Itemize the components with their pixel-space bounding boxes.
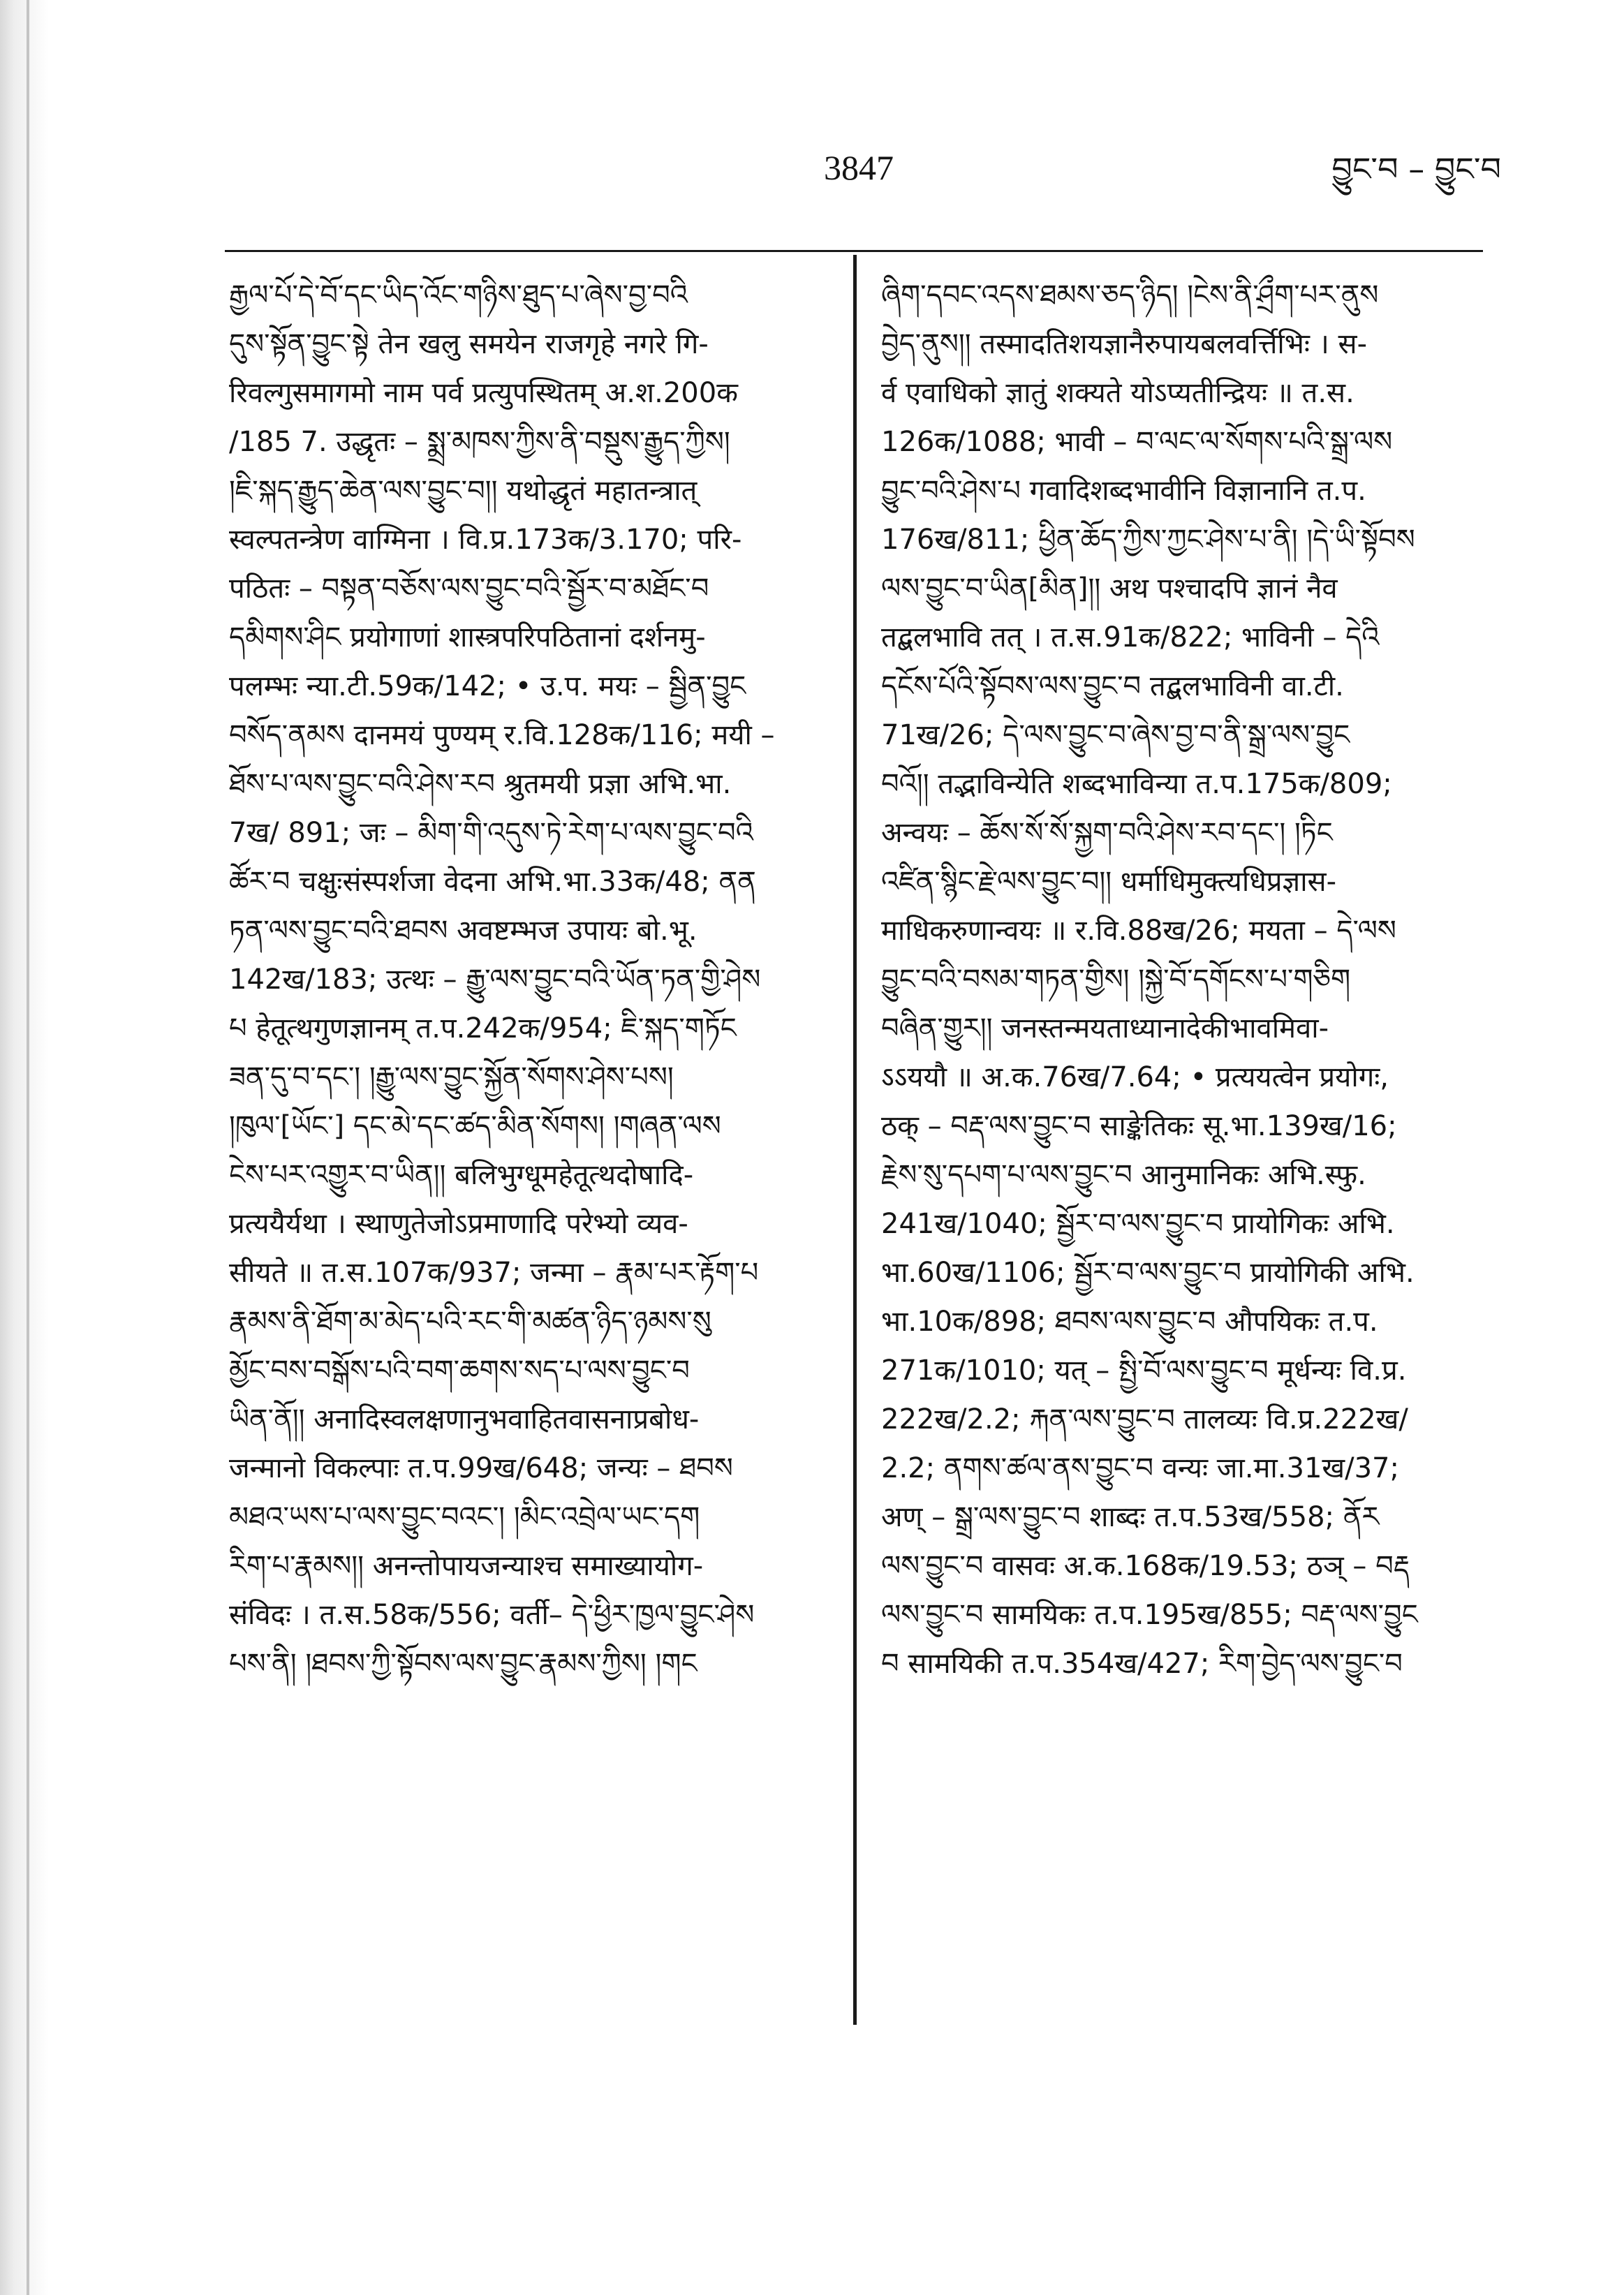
text-line: 2.2; ནགས་ཚལ་ནས་བྱུང་བ वन्यः जा.मा.31ख/37; <box>881 1452 1399 1484</box>
running-head: བྱུང་བ – བྱུང་བ <box>1331 150 1501 188</box>
text-line: 271क/1010; यत् – སྤྱི་བོ་ལས་བྱུང་བ मूर्धन्यः वि.प्र. <box>881 1355 1407 1387</box>
text-line: དངོས་པོའི་སྟོབས་ལས་བྱུང་བ तद्बलभाविनी वा.टी. <box>881 670 1344 702</box>
text-line: पठितः – བསྟན་བཅོས་ལས་བྱུང་བའི་སྦྱོར་བ་མཐོང་བ <box>229 573 709 605</box>
left-column <box>229 271 843 1688</box>
text-line: རྣམས་ནི་ཐོག་མ་མེད་པའི་རང་གི་མཚན་ཉིད་ཉམས་སུ <box>229 1306 711 1338</box>
text-line: མཐའ་ཡས་པ་ལས་བྱུང་བའང་། །མིང་འབྲེལ་ཡང་དག <box>229 1501 700 1533</box>
text-line: དུས་སྟོན་བྱུང་སྟེ तेन खलु समयेन राजगृहे नगरे गि- <box>229 328 709 360</box>
text-line: भा.60ख/1106; སྦྱོར་བ་ལས་བྱུང་བ प्रायोगिकी अभि. <box>881 1257 1415 1289</box>
text-line: འཛིན་སྙིང་རྗེ་ལས་བྱུང་བ།། धर्माधिमुक्त्यधिप्रज्ञास- <box>881 866 1337 898</box>
text-line: བྱུང་བའི་ཤེས་པ गवादिशब्दभावीनि विज्ञानानि त.प. <box>881 475 1366 507</box>
text-line: 126क/1088; भावी – བ་ལང་ལ་སོགས་པའི་སྒྲ་ལས <box>881 426 1393 458</box>
header-rule <box>225 250 1483 252</box>
text-line: བྱུང་བའི་བསམ་གཏན་གྱིས། །སྐྱེ་བོ་དགོངས་པ་གཅིག <box>881 964 1351 996</box>
text-line: संविदः । त.स.58क/556; वर्ती– དེ་ཕྱིར་ཁྱལ་བྱུང་ཤེས <box>229 1599 755 1631</box>
text-line: स्वल्पतन्त्रेण वाग्मिना । वि.प्र.173क/3.170; परि- <box>229 524 742 556</box>
text-line: བ सामयिकी त.प.354ख/427; རིག་བྱེད་ལས་བྱུང་བ <box>881 1648 1403 1680</box>
text-line: 222ख/2.2; རྐན་ལས་བྱུང་བ तालव्यः वि.प्र.222ख/ <box>881 1403 1408 1436</box>
column-divider <box>853 255 857 2025</box>
text-line: 142ख/183; उत्थः – རྒྱུ་ལས་བྱུང་བའི་ཡོན་ཏན་གྱི་ཤེས <box>229 964 761 996</box>
text-line: र्व एवाधिको ज्ञातुं शक्यते योऽप्यतीन्द्रियः ॥ त.स. <box>881 377 1354 409</box>
page-binding-shadow <box>27 0 29 2295</box>
text-line: རིག་པ་རྣམས།། अनन्तोपायजन्याश्च समाख्यायोग- <box>229 1550 704 1582</box>
text-line: པས་ནི། །ཐབས་ཀྱི་སྟོབས་ལས་བྱུང་རྣམས་ཀྱིས། །གང <box>229 1648 697 1680</box>
text-line: 71ख/26; དེ་ལས་བྱུང་བ་ཞེས་བྱ་བ་ནི་སྒྲ་ལས་བྱུང <box>881 719 1350 751</box>
text-line: ལས་བྱུང་བ वासवः अ.क.168क/19.53; ठञ् – བརྡ <box>881 1550 1410 1582</box>
text-line: ཐོས་པ་ལས་བྱུང་བའི་ཤེས་རབ श्रुतमयी प्रज्ञा अभि.भा. <box>229 768 732 800</box>
right-column <box>881 271 1496 1688</box>
text-line: ལས་བྱུང་བ सामयिकः त.प.195ख/855; བརྡ་ལས་བྱུང <box>881 1599 1418 1631</box>
text-line: །ཇི་སྐད་རྒྱུད་ཆེན་ལས་བྱུང་བ།། यथोद्धृतं महातन्त्रात् <box>229 475 697 507</box>
text-line: །ཁུལ་[ཡོང་] དང་མེ་དང་ཚད་མིན་སོགས། །གཞན་ལས <box>229 1110 721 1142</box>
text-line: ཚོར་བ चक्षुःसंस्पर्शजा वेदना अभि.भा.33क/48; ནན <box>229 866 756 898</box>
text-line: माधिकरुणान्वयः ॥ र.वि.88ख/26; मयता – དེ་ལས <box>881 915 1396 947</box>
text-line: ཡིན་ནོ།། अनादिस्वलक्षणानुभवाहितवासनाप्रबोध- <box>229 1403 700 1436</box>
text-line: सीयते ॥ त.स.107क/937; जन्मा – རྣམ་པར་རྟོག་པ <box>229 1257 759 1289</box>
text-line: བཞིན་གྱུར།། जनस्तन्मयताध्यानादेकीभावमिवा- <box>881 1012 1329 1045</box>
text-line: ཞིག་དབང་འདས་ཐམས་ཅད་ཉིད། །ངེས་ནི་ཤྲྀག་པར་ནུས <box>881 279 1379 311</box>
text-line: མྱོང་བས་བསྒོས་པའི་བག་ཆགས་སད་པ་ལས་བྱུང་བ <box>229 1355 690 1387</box>
text-line: ངེས་པར་འགྱུར་བ་ཡིན།། बलिभुग्धूमहेतूत्थदोषादि- <box>229 1159 694 1191</box>
text-line: ཏན་ལས་བྱུང་བའི་ཐབས अवष्टम्भज उपायः बो.भू. <box>229 915 697 947</box>
text-line: तद्बलभावि तत् । त.स.91क/822; भाविनी – དེའི <box>881 621 1380 654</box>
text-line: जन्मानो विकल्पाः त.प.99ख/648; जन्यः – ཐབས <box>229 1452 733 1484</box>
text-line: བའོ།། तद्भाविन्येति शब्दभाविन्या त.प.175क/809; <box>881 768 1392 800</box>
text-line: अण् – སྒྲ་ལས་བྱུང་བ शाब्दः त.प.53ख/558; ནོར <box>881 1501 1380 1533</box>
text-line: 176ख/811; ཕྱིན་ཆོད་ཀྱིས་ཀྱང་ཤེས་པ་ནི། །དེ་ཡི་སྟོབས <box>881 524 1415 556</box>
text-line: རྗེས་སུ་དཔག་པ་ལས་བྱུང་བ आनुमानिकः अभि.स्फु. <box>881 1159 1366 1191</box>
page-number: 3847 <box>824 148 894 187</box>
text-line: བྱེད་ནུས།། तस्मादतिशयज्ञानैरुपायबलवर्त्तिभिः । स- <box>881 328 1368 360</box>
text-line: ལས་བྱུང་བ་ཡིན[མིན]།། अथ पश्चादपि ज्ञानं नैव <box>881 573 1338 605</box>
text-line: བསོད་ནམས दानमयं पुण्यम् र.वि.128क/116; मयी – <box>229 719 775 751</box>
text-line: भा.10क/898; ཐབས་ལས་བྱུང་བ औपयिकः त.प. <box>881 1306 1378 1338</box>
text-line: རྒྱལ་པོ་དེ་བོ་དང་ཡིད་འོང་གཉིས་ཐུད་པ་ཞེས་བྱ་བའི <box>229 279 688 311</box>
text-line: प्रत्ययैर्यथा । स्थाणुतेजोऽप्रमाणादि परेभ्यो व्यव- <box>229 1208 688 1240</box>
text-line: पलम्भः न्या.टी.59क/142; • उ.प. मयः – སྦྱིན་བྱུང <box>229 670 746 702</box>
text-line: 241ख/1040; སྦྱོར་བ་ལས་བྱུང་བ प्रायोगिकः अभि. <box>881 1208 1395 1240</box>
text-line: པ हेतूत्थगुणज्ञानम् त.प.242क/954; ཇི་སྐད་གཏོང <box>229 1012 737 1045</box>
text-line: ऽऽययौ ॥ अ.क.76ख/7.64; • प्रत्ययत्वेन प्रयोगः, <box>881 1061 1389 1093</box>
text-line: དམིགས་ཤིང प्रयोगाणां शास्त्रपरिपठितानां दर्शनमु- <box>229 621 706 654</box>
text-line: 7ख/ 891; जः – མིག་གི་འདུས་ཏེ་རེག་པ་ལས་བྱུང་བའི <box>229 817 753 849</box>
text-line: ཟན་དུ་བ་དང་། །རྒྱུ་ལས་བྱུང་སྐྱོན་སོགས་ཤེས་པས། <box>229 1061 674 1093</box>
text-line: ठक् – བརྡ་ལས་བྱུང་བ साङ्केतिकः सू.भा.139ख/16; <box>881 1110 1397 1142</box>
text-line: अन्वयः – ཆོས་སོ་སོ་སྐྱག་བའི་ཤེས་རབ་དང་། །ཏིང <box>881 817 1333 849</box>
text-line: रिवल्गुसमागमो नाम पर्व प्रत्युपस्थितम् अ.श.200क <box>229 377 738 409</box>
text-line: /185 7. उद्धृतः – སྨྲ་མཁས་ཀྱིས་ནི་བསྡུས་རྒྱུད་ཀྱིས། <box>229 426 730 458</box>
page-binding-edge <box>0 0 49 2295</box>
